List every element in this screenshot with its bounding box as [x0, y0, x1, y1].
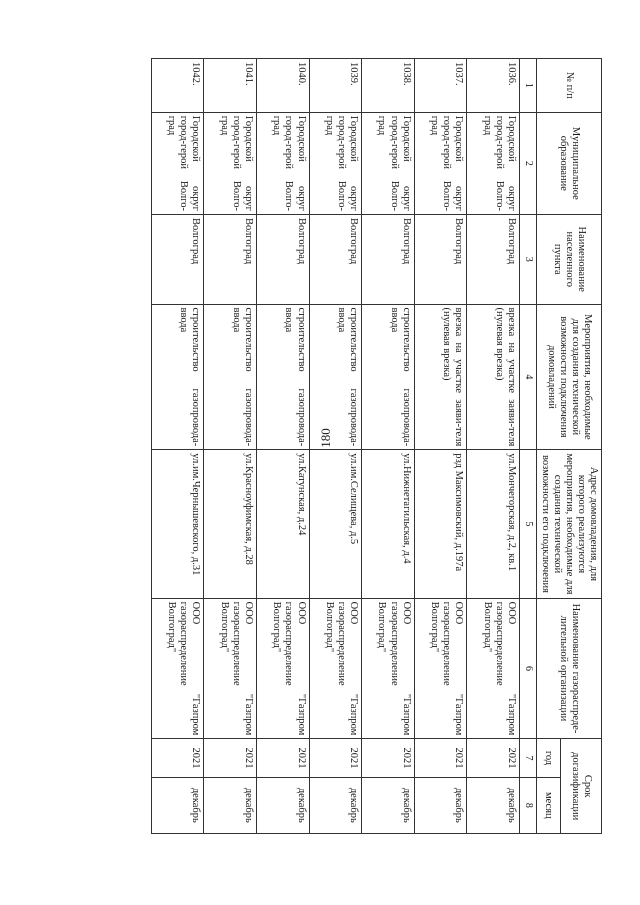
- column-number: 8: [519, 777, 536, 833]
- row-month: декабрь: [467, 777, 520, 833]
- table-row: [414, 59, 467, 834]
- row-settlement: Волгоград: [204, 215, 257, 305]
- row-settlement: Волгоград: [257, 215, 310, 305]
- column-number: 5: [519, 450, 536, 598]
- row-measure: строительство газопровода-ввода: [204, 304, 257, 450]
- row-year: 2021: [467, 739, 520, 777]
- row-municipality: Городской округ город-герой Волго-град: [362, 112, 415, 214]
- row-number: 1037.: [414, 59, 467, 113]
- row-month: декабрь: [414, 777, 467, 833]
- column-number: 6: [519, 598, 536, 739]
- column-number: 1: [519, 59, 536, 113]
- column-number-row: [519, 59, 536, 834]
- table-row: [309, 59, 362, 834]
- row-gdo: ООО "Газпром газораспределение Волгоград": [151, 598, 204, 739]
- header-address: Адрес домовладения, для которого реализуются мероприятия, необходимые для создания технической возможности его подключения: [536, 450, 601, 598]
- row-month: декабрь: [362, 777, 415, 833]
- row-month: декабрь: [257, 777, 310, 833]
- header-year: год: [536, 739, 560, 777]
- header-month: месяц: [536, 777, 560, 833]
- row-gdo: ООО "Газпром газораспределение Волгоград": [257, 598, 310, 739]
- column-number: 4: [519, 304, 536, 450]
- row-number: 1041.: [204, 59, 257, 113]
- row-municipality: Городской округ город-герой Волго-град: [414, 112, 467, 214]
- row-measure: врезка на участке заяви-теля (нулевая врезка): [414, 304, 467, 450]
- row-number: 1040.: [257, 59, 310, 113]
- row-municipality: Городской округ город-герой Волго-град: [151, 112, 204, 214]
- row-measure: строительство газопровода-ввода: [309, 304, 362, 450]
- row-municipality: Городской округ город-герой Волго-град: [204, 112, 257, 214]
- row-municipality: Городской округ город-герой Волго-град: [467, 112, 520, 214]
- row-address: рзд Максимовский, д.197а: [414, 450, 467, 598]
- row-address: ул.им.Селищева, д.5: [309, 450, 362, 598]
- page-number: 180: [318, 428, 333, 448]
- row-address: ул.Мончегорская, д.2, кв.1: [467, 450, 520, 598]
- row-gdo: ООО "Газпром газораспределение Волгоград": [204, 598, 257, 739]
- table-row: [467, 59, 520, 834]
- rotated-table-sheet: [166, 58, 602, 834]
- row-measure: строительство газопровода-ввода: [257, 304, 310, 450]
- table-row: [204, 59, 257, 834]
- table-row: [151, 59, 204, 834]
- row-address: ул.им.Чернышевского, д.31: [151, 450, 204, 598]
- row-month: декабрь: [309, 777, 362, 833]
- row-measure: врезка на участке заяви-теля (нулевая врезка): [467, 304, 520, 450]
- row-measure: строительство газопровода-ввода: [151, 304, 204, 450]
- row-year: 2021: [151, 739, 204, 777]
- row-address: ул.Нижнетагильская, д.4: [362, 450, 415, 598]
- header-num: № п/п: [536, 59, 601, 113]
- row-gdo: ООО "Газпром газораспределение Волгоград": [414, 598, 467, 739]
- row-measure: строительство газопровода-ввода: [362, 304, 415, 450]
- row-municipality: Городской округ город-герой Волго-град: [257, 112, 310, 214]
- row-year: 2021: [309, 739, 362, 777]
- row-year: 2021: [362, 739, 415, 777]
- row-address: ул.Катунская, д.24: [257, 450, 310, 598]
- row-gdo: ООО "Газпром газораспределение Волгоград": [309, 598, 362, 739]
- header-measures: Мероприятия, необходимые для создания технической возможности подключения домовладений: [536, 304, 601, 450]
- row-number: 1038.: [362, 59, 415, 113]
- table-row: [362, 59, 415, 834]
- row-number: 1039.: [309, 59, 362, 113]
- row-gdo: ООО "Газпром газораспределение Волгоград": [362, 598, 415, 739]
- row-settlement: Волгоград: [362, 215, 415, 305]
- row-gdo: ООО "Газпром газораспределение Волгоград": [467, 598, 520, 739]
- row-year: 2021: [257, 739, 310, 777]
- row-municipality: Городской округ город-герой Волго-град: [309, 112, 362, 214]
- row-address: ул.Красноуфимская, д.28: [204, 450, 257, 598]
- row-number: 1036.: [467, 59, 520, 113]
- row-year: 2021: [414, 739, 467, 777]
- header-settlement: Наименование населенного пункта: [536, 215, 601, 305]
- table-row: [257, 59, 310, 834]
- header-gdo: Наименование газораспреде-лительной организации: [536, 598, 601, 739]
- row-settlement: Волгоград: [414, 215, 467, 305]
- row-month: декабрь: [204, 777, 257, 833]
- column-number: 2: [519, 112, 536, 214]
- column-number: 3: [519, 215, 536, 305]
- header-municipality: Муниципальное образование: [536, 112, 601, 214]
- row-year: 2021: [204, 739, 257, 777]
- row-number: 1042.: [151, 59, 204, 113]
- row-settlement: Волгоград: [309, 215, 362, 305]
- header-deadline: Срок догазификации: [560, 739, 601, 834]
- gasification-table: [151, 58, 602, 834]
- column-number: 7: [519, 739, 536, 777]
- row-month: декабрь: [151, 777, 204, 833]
- row-settlement: Волгоград: [151, 215, 204, 305]
- row-settlement: Волгоград: [467, 215, 520, 305]
- header-row: [560, 59, 601, 834]
